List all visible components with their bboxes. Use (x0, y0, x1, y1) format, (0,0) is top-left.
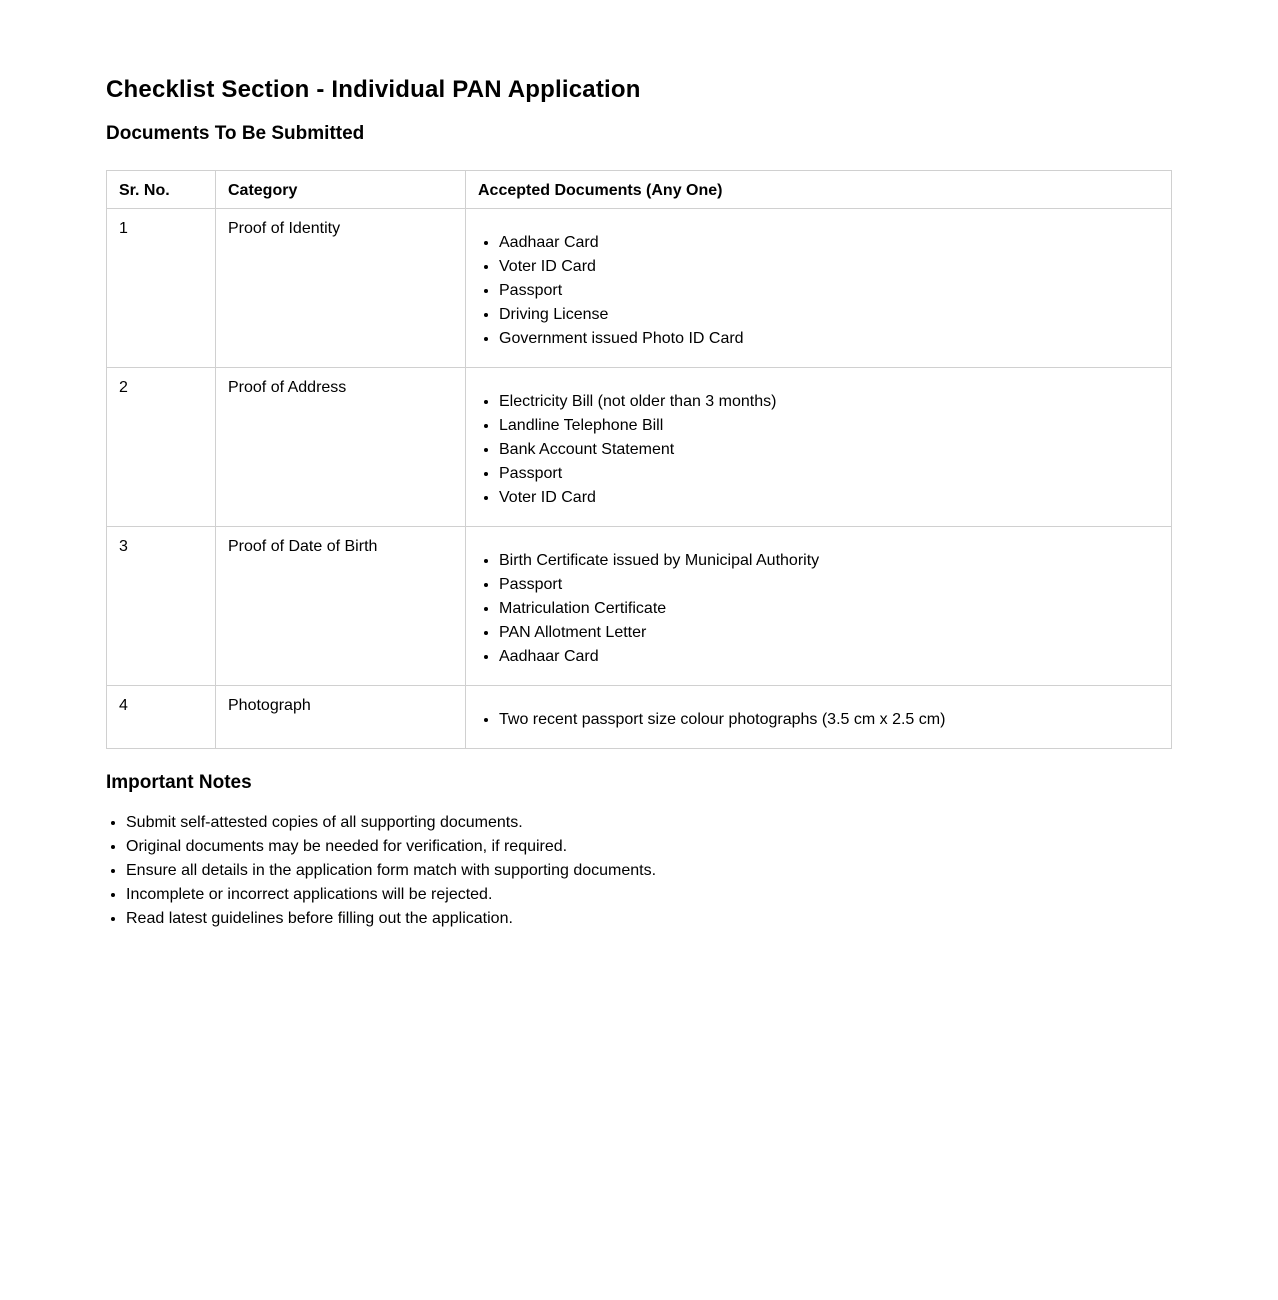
list-item: • Birth Certificate issued by Municipal Authority (499, 549, 1159, 573)
document-list (478, 390, 1159, 510)
list-item: • Aadhaar Card (499, 231, 1159, 255)
list-item: • PAN Allotment Letter (499, 621, 1159, 645)
header-sr-no: Sr. No. (107, 171, 216, 209)
note-item: • Incomplete or incorrect applications will be rejected. (126, 883, 1172, 907)
documents-table (106, 170, 1172, 749)
document-list (478, 549, 1159, 669)
note-item: • Ensure all details in the application form match with supporting documents. (126, 859, 1172, 883)
list-item: • Voter ID Card (499, 486, 1159, 510)
table-row (107, 368, 1172, 527)
document-list (478, 231, 1159, 351)
page-title: Checklist Section - Individual PAN Application (106, 76, 641, 103)
row-documents (466, 209, 1172, 368)
row-sr-no: 2 (107, 368, 216, 527)
table-header-row (107, 171, 1172, 209)
list-item: • Driving License (499, 303, 1159, 327)
notes-heading: Important Notes (106, 772, 252, 793)
row-category: Proof of Address (216, 368, 466, 527)
table-row (107, 527, 1172, 686)
header-category: Category (216, 171, 466, 209)
list-item: • Passport (499, 279, 1159, 303)
note-item: • Original documents may be needed for verification, if required. (126, 835, 1172, 859)
table-row (107, 686, 1172, 749)
list-item: • Voter ID Card (499, 255, 1159, 279)
table-row (107, 209, 1172, 368)
list-item: • Landline Telephone Bill (499, 414, 1159, 438)
row-documents (466, 527, 1172, 686)
header-accepted-documents: Accepted Documents (Any One) (466, 171, 1172, 209)
list-item: • Passport (499, 573, 1159, 597)
row-sr-no: 3 (107, 527, 216, 686)
list-item: • Passport (499, 462, 1159, 486)
document-list (478, 708, 1159, 732)
documents-heading: Documents To Be Submitted (106, 123, 365, 144)
row-sr-no: 4 (107, 686, 216, 749)
row-category: Photograph (216, 686, 466, 749)
list-item: • Electricity Bill (not older than 3 months) (499, 390, 1159, 414)
list-item: • Bank Account Statement (499, 438, 1159, 462)
list-item: • Aadhaar Card (499, 645, 1159, 669)
list-item: • Two recent passport size colour photographs (3.5 cm x 2.5 cm) (499, 708, 1159, 732)
note-item: • Submit self-attested copies of all supporting documents. (126, 811, 1172, 835)
list-item: • Matriculation Certificate (499, 597, 1159, 621)
row-category: Proof of Date of Birth (216, 527, 466, 686)
list-item: • Government issued Photo ID Card (499, 327, 1159, 351)
notes-list (106, 811, 1172, 931)
row-sr-no: 1 (107, 209, 216, 368)
note-item: • Read latest guidelines before filling out the application. (126, 907, 1172, 931)
row-documents (466, 686, 1172, 749)
row-category: Proof of Identity (216, 209, 466, 368)
row-documents (466, 368, 1172, 527)
